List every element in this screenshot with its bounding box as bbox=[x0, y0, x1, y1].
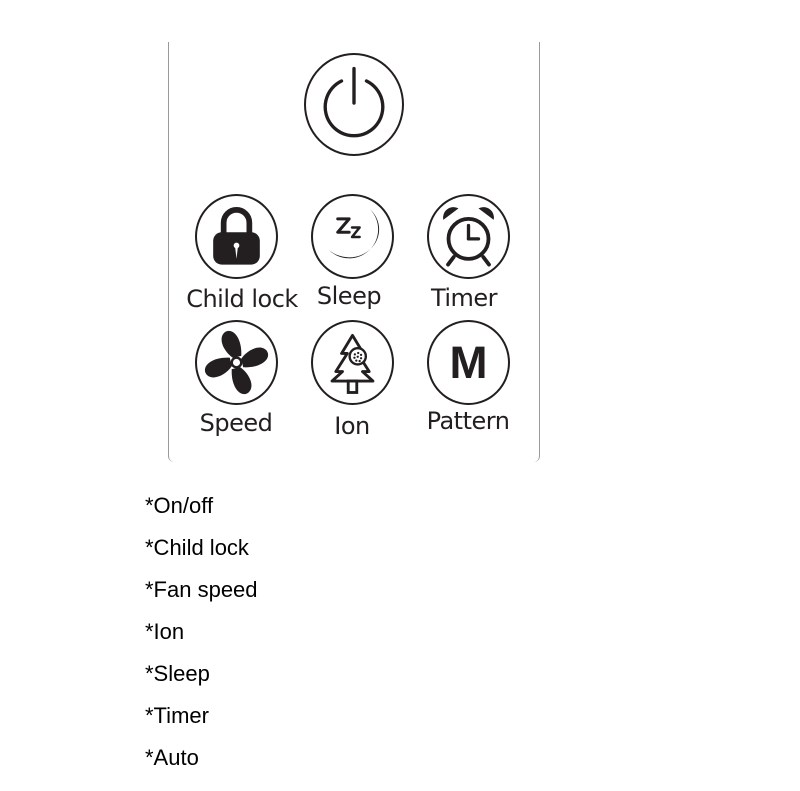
ion-button[interactable] bbox=[311, 320, 394, 405]
pattern-glyph: M bbox=[449, 337, 488, 389]
child-lock-label: Child lock bbox=[186, 285, 298, 313]
pattern-label: Pattern bbox=[426, 407, 510, 435]
sleep-label: Sleep bbox=[316, 282, 382, 310]
timer-label: Timer bbox=[430, 284, 498, 312]
feature-item: *Auto bbox=[145, 745, 199, 770]
pattern-button[interactable] bbox=[427, 320, 510, 405]
moon-zzz-icon bbox=[313, 196, 392, 277]
letter-m-icon bbox=[429, 322, 508, 403]
fan-icon bbox=[197, 322, 276, 403]
tree-ion-icon bbox=[313, 322, 392, 403]
ion-label: Ion bbox=[334, 412, 370, 440]
feature-item: *Child lock bbox=[145, 535, 249, 560]
feature-item: *Sleep bbox=[145, 661, 210, 686]
alarm-clock-icon bbox=[429, 196, 508, 277]
feature-item: *On/off bbox=[145, 493, 214, 518]
child-lock-button[interactable] bbox=[195, 194, 278, 279]
feature-item: *Ion bbox=[145, 619, 185, 644]
feature-item: *Timer bbox=[145, 703, 209, 728]
power-button[interactable] bbox=[304, 53, 404, 156]
sleep-button[interactable] bbox=[311, 194, 394, 279]
timer-button[interactable] bbox=[427, 194, 510, 279]
feature-item: *Fan speed bbox=[145, 577, 258, 602]
padlock-icon bbox=[197, 196, 276, 277]
speed-label: Speed bbox=[199, 409, 273, 437]
speed-button[interactable] bbox=[195, 320, 278, 405]
feature-list bbox=[145, 492, 258, 786]
power-icon bbox=[306, 55, 402, 154]
